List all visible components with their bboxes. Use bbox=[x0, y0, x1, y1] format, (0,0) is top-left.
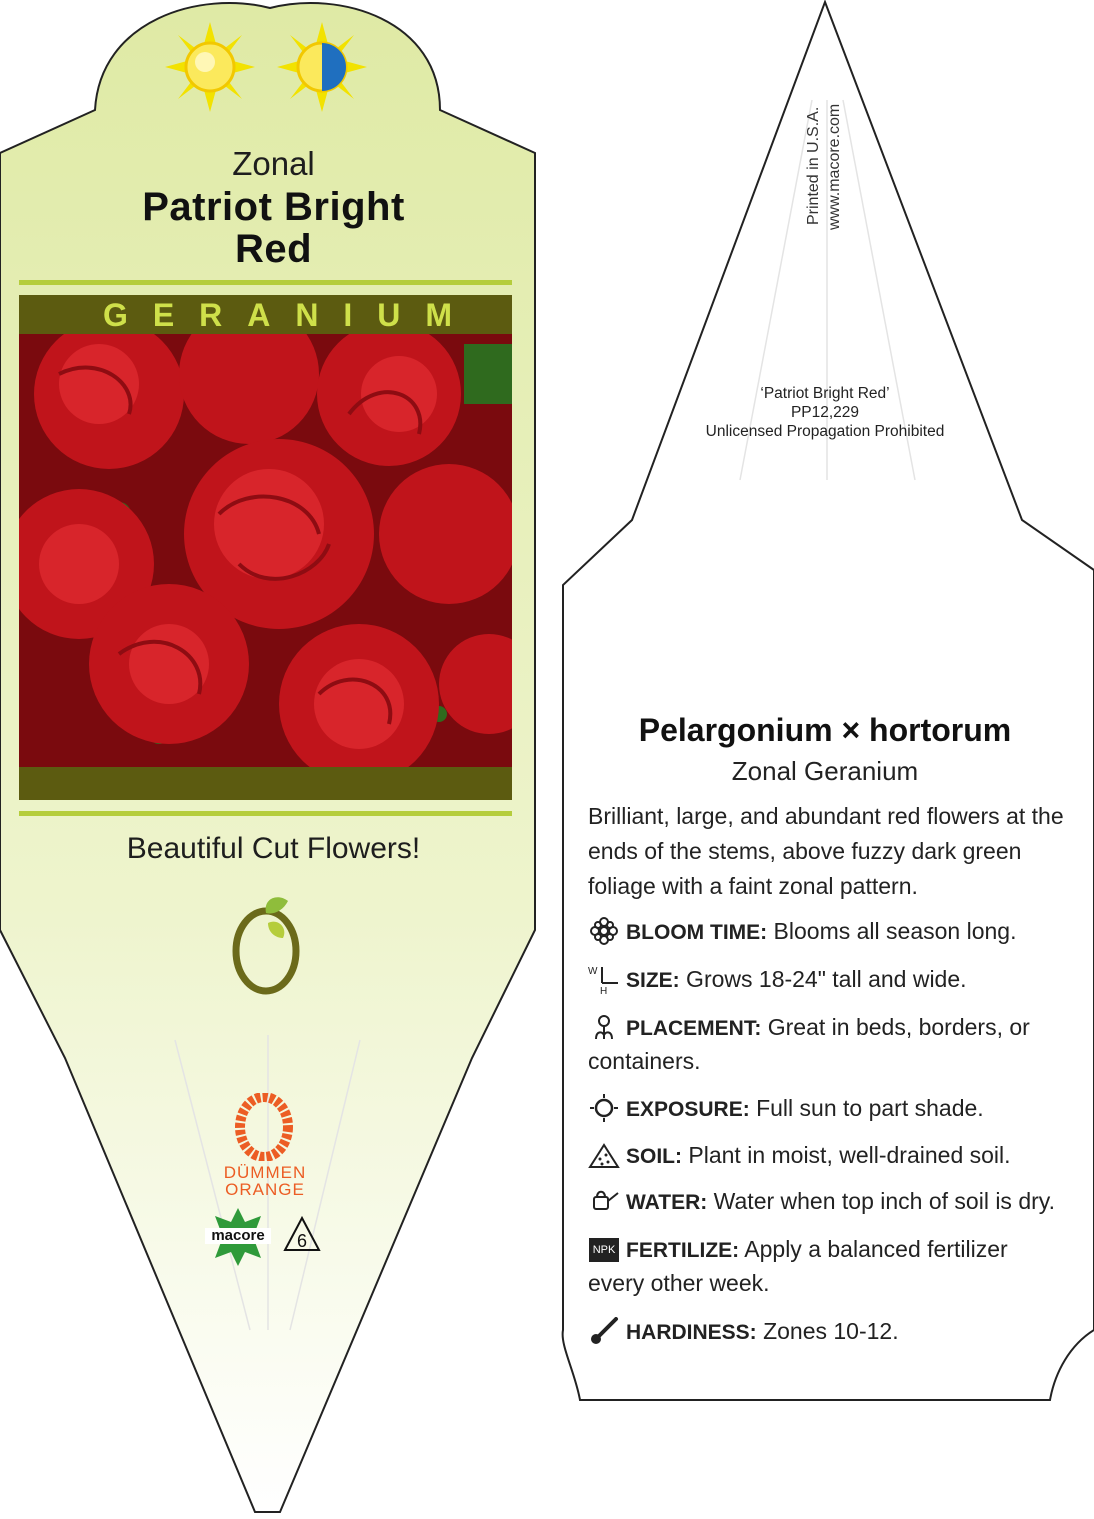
banner-letter: I bbox=[343, 296, 353, 333]
website: www.macore.com bbox=[826, 103, 843, 230]
dummen-orange-logo-icon bbox=[233, 1093, 295, 1161]
macore-logo bbox=[205, 1208, 271, 1266]
watering-can-icon bbox=[588, 1187, 620, 1215]
info-bloom-time bbox=[588, 915, 1058, 949]
info-label: SOIL: bbox=[626, 1145, 682, 1168]
flower-photo bbox=[19, 334, 512, 767]
info-label: BLOOM TIME: bbox=[626, 921, 768, 944]
soil-icon bbox=[588, 1141, 620, 1169]
recycle-symbol bbox=[282, 1215, 322, 1255]
banner-letter: E bbox=[152, 296, 175, 333]
info-text: Blooms all season long. bbox=[767, 918, 1017, 944]
banner-letter: G bbox=[103, 296, 128, 333]
banner-letter: R bbox=[199, 296, 223, 333]
brand-line1: DÜMMEN bbox=[223, 1163, 307, 1182]
npk-icon bbox=[588, 1235, 620, 1263]
info-text: Water when top inch of soil is dry. bbox=[707, 1188, 1055, 1214]
sun-icon bbox=[588, 1094, 620, 1122]
info-size bbox=[588, 963, 1058, 997]
sprout-logo-icon bbox=[228, 893, 308, 998]
placement-icon bbox=[588, 1013, 620, 1041]
patent-info bbox=[660, 384, 990, 441]
info-label: SIZE: bbox=[626, 969, 680, 992]
thermometer-icon bbox=[588, 1317, 620, 1345]
info-label: WATER: bbox=[626, 1191, 708, 1214]
info-hardiness bbox=[588, 1315, 1058, 1349]
print-info bbox=[795, 70, 843, 230]
patent-number: PP12,229 bbox=[790, 404, 860, 421]
variety-name-line2: Red bbox=[234, 227, 313, 271]
info-text: Full sun to part shade. bbox=[749, 1095, 984, 1121]
info-text: Apply a balanced fertilizer every other week. bbox=[588, 1236, 1008, 1296]
brand-name bbox=[210, 1164, 320, 1198]
macore-text: macore bbox=[205, 1228, 271, 1244]
info-label: HARDINESS: bbox=[626, 1321, 757, 1344]
banner-bottom bbox=[19, 767, 512, 800]
full-sun-icon bbox=[165, 22, 255, 112]
printed-in: Printed in U.S.A. bbox=[805, 106, 822, 225]
variety-name bbox=[0, 186, 547, 270]
size-icon bbox=[588, 965, 620, 997]
tagline: Beautiful Cut Flowers! bbox=[126, 832, 421, 865]
info-water bbox=[588, 1185, 1058, 1219]
patent-name: ‘Patriot Bright Red’ bbox=[760, 385, 890, 402]
info-fertilize bbox=[588, 1233, 1058, 1300]
info-soil bbox=[588, 1139, 1058, 1173]
info-label: PLACEMENT: bbox=[626, 1017, 762, 1040]
patent-notice: Unlicensed Propagation Prohibited bbox=[705, 423, 945, 440]
info-label: EXPOSURE: bbox=[626, 1098, 750, 1121]
scientific-name: Pelargonium × hortorum bbox=[638, 712, 1012, 748]
size-icon-h: H bbox=[600, 986, 608, 997]
info-text: Zones 10-12. bbox=[756, 1318, 899, 1344]
variety-name-line1: Patriot Bright bbox=[142, 185, 405, 229]
info-label: FERTILIZE: bbox=[626, 1239, 740, 1262]
info-text: Grows 18-24" tall and wide. bbox=[679, 966, 967, 992]
banner-letter: M bbox=[425, 296, 452, 333]
info-text: Great in beds, borders, or containers. bbox=[588, 1014, 1030, 1074]
banner-letter: A bbox=[247, 296, 271, 333]
brand-line2: ORANGE bbox=[225, 1180, 305, 1199]
npk-icon-text: NPK bbox=[592, 1244, 616, 1256]
part-sun-icon bbox=[277, 22, 367, 112]
description: Brilliant, large, and abundant red flowers at the ends of the stems, above fuzzy dark green foliage with a faint zonal pattern. bbox=[588, 803, 1064, 899]
plant-type: Zonal bbox=[232, 145, 315, 182]
banner-letter: N bbox=[295, 296, 319, 333]
common-name: Zonal Geranium bbox=[731, 756, 919, 786]
divider bbox=[19, 280, 512, 285]
banner-text bbox=[19, 298, 512, 332]
banner-letter: U bbox=[377, 296, 401, 333]
info-placement bbox=[588, 1011, 1058, 1078]
recycle-number: 6 bbox=[296, 1231, 307, 1251]
info-exposure bbox=[588, 1092, 1058, 1126]
flower-icon bbox=[588, 917, 620, 945]
divider bbox=[19, 811, 512, 816]
size-icon-w: W bbox=[588, 966, 598, 977]
info-text: Plant in moist, well-drained soil. bbox=[682, 1142, 1011, 1168]
